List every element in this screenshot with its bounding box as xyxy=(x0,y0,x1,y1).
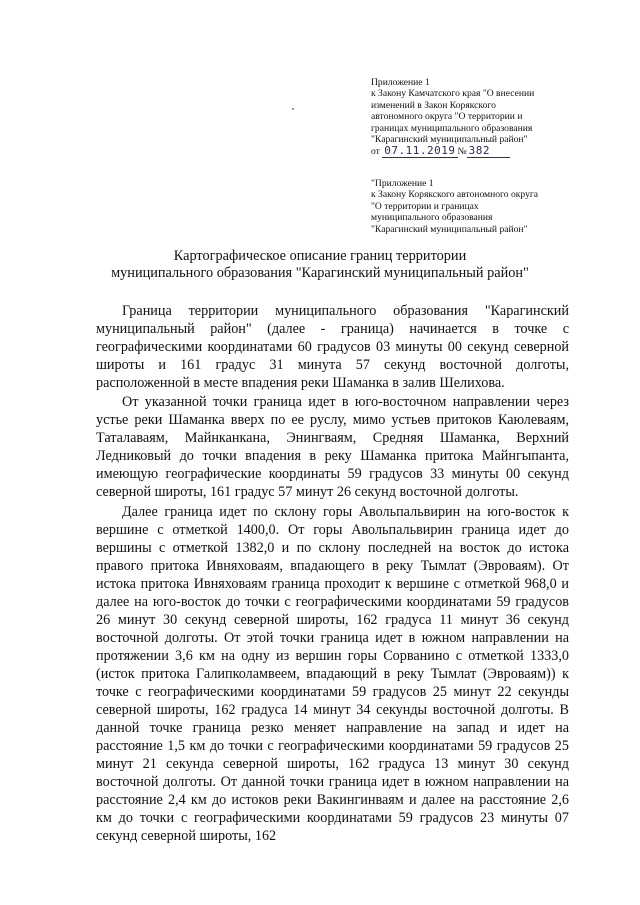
appendix-1-line: к Закону Камчатского края "О внесении xyxy=(371,88,535,100)
appendix-1-line: автономного округа "О территории и xyxy=(371,111,523,123)
appendix-2-block xyxy=(371,178,586,235)
body-paragraph-2: От указанной точки граница идет в юго-восточном направлении через устье реки Шаманка вверх по ее руслу, мимо устьев притоков Каюлеваям, Таталаваям, Майнканкана, Энингваям, Средняя Шаманка, Верхний Ледниковый до точки впадения в реку Шаманка притока Майнгыпанта, имеющую географические координаты 59 градусов 33 минуты 00 секунд северной широты, 161 градус 57 минут 26 секунд восточной долготы. xyxy=(96,394,569,501)
handwritten-number: 382 xyxy=(467,144,510,158)
scan-speck xyxy=(292,108,294,110)
date-prefix: от xyxy=(371,146,380,158)
handwritten-date: 07.11.2019 xyxy=(384,144,456,158)
document-body xyxy=(96,302,569,845)
document-title-line-2: муниципального образования "Карагинский муниципальный район" xyxy=(111,265,529,281)
appendix-1-line: границах муниципального образования xyxy=(371,122,533,134)
appendix-2-line: муниципального образования xyxy=(371,212,493,224)
appendix-1-block xyxy=(371,77,586,158)
appendix-1-line: Приложение 1 xyxy=(371,77,430,88)
appendix-1-line: изменений в Закон Корякского xyxy=(371,99,496,111)
appendix-1-line: "Карагинский муниципальный район" xyxy=(371,134,528,146)
appendix-2-line: к Закону Корякского автономного округа xyxy=(371,189,539,201)
appendix-2-line: "Приложение 1 xyxy=(371,178,434,189)
number-prefix: № xyxy=(457,146,467,158)
body-paragraph-3: Далее граница идет по склону горы Авольпальвирин на юго-восток к вершине с отметкой 1400,0. От горы Авольпальвирин граница идет до вершины с отметкой 1382,0 и по склону последней на восток до истока правого притока Ивняховаям, впадающего в реку Тымлат (Эвроваям). От истока притока Ивняховаям граница проходит к вершине с отметкой 968,0 и далее на юго-восток до точки с географическими координатами 59 градусов 26 минут 30 секунд северной широты, 162 градуса 11 минут 36 секунд восточной долготы. От этой точки граница идет в южном направлении на протяжении 3,6 км на одну из вершин горы Сорванино с отметкой 1333,0 (исток притока Галипколамвеем, впадающий в реку Тымлат (Эвроваям)) к точке с географическими координатами 59 градусов 25 минут 22 секунды северной широты, 162 градуса 14 минут 34 секунды восточной долготы. В данной точке граница резко меняет направление на запад и идет на расстояние 1,5 км до точки с географическими координатами 59 градусов 25 минут 21 секунда северной широты, 162 градуса 13 минут 30 секунд восточной долготы. От данной точки граница идет в южном направлении на расстояние 2,4 км до истоков реки Вакингинваям и далее на расстояние 2,6 км до точки с географическими координатами 59 градусов 23 минуты 07 секунд северной широты, 162 xyxy=(96,503,569,845)
document-title xyxy=(0,248,640,282)
body-paragraph-1: Граница территории муниципального образования "Карагинский муниципальный район" (далее - граница) начинается в точке с географическими координатами 60 градусов 03 минуты 00 секунд северной широты и 161 градус 31 минута 57 секунд восточной долготы, расположенной в месте впадения реки Шаманка в залив Шелихова. xyxy=(96,303,569,392)
date-number-line xyxy=(371,145,586,157)
document-title-line-1: Картографическое описание границ территории xyxy=(173,248,467,264)
appendix-2-line: "Карагинский муниципальный район" xyxy=(371,223,528,235)
appendix-2-line: "О территории и границах xyxy=(371,200,479,212)
